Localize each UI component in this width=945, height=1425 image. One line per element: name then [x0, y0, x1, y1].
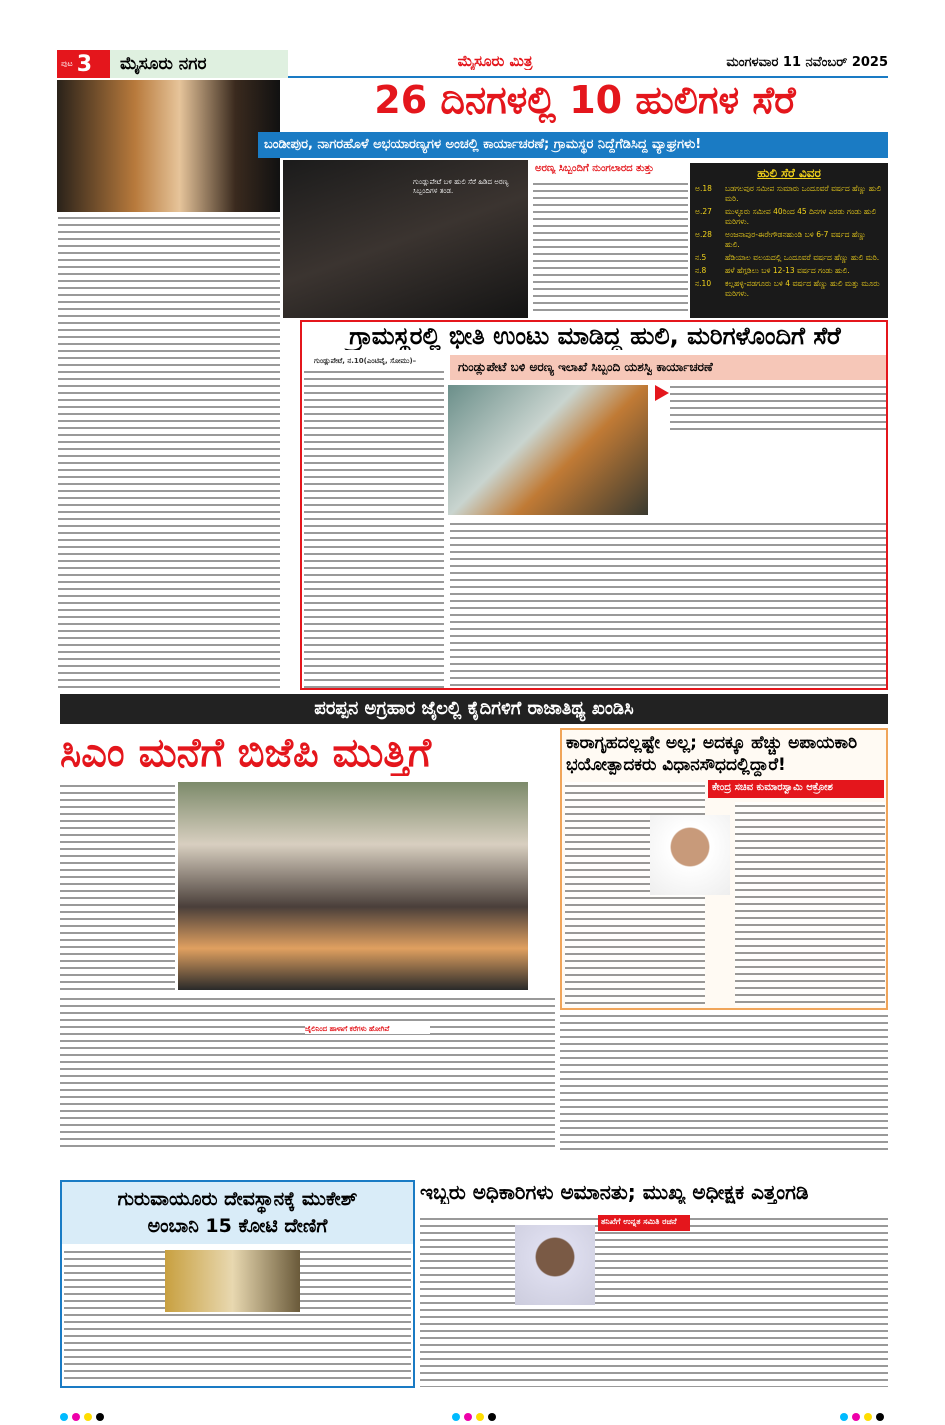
bottom-middle-text — [560, 1012, 888, 1150]
capture-date: ಅ.18 — [695, 184, 712, 193]
headline-tigers: 26 ದಿನಗಳಲ್ಲಿ 10 ಹುಲಿಗಳ ಸೆರೆ — [374, 78, 796, 122]
forest-staff-group-photo — [283, 160, 528, 318]
box-title: ಹುಲಿ ಸೆರೆ ವಿವರ — [757, 166, 821, 180]
story1-banner: ಬಂಡೀಪುರ, ನಾಗರಹೊಳೆ ಅಭಯಾರಣ್ಯಗಳ ಅಂಚಲ್ಲಿ ಕಾರ್ಯಾಚರಣೆ; ಗ್ರಾಮಸ್ಥರ ನಿದ್ದೆಗೆಡಿಸಿದ್ದ ವ್ಯಾಘ್ರಗಳು! — [258, 132, 888, 158]
capture-date: ಅ.28 — [695, 230, 712, 239]
tiger-photo — [57, 80, 280, 212]
print-registration-dots-right — [840, 1406, 888, 1425]
capture-text: ಅಂಜನಾಪುರ-ಈರೇಗೌಡನಹುಂಡಿ ಬಳಿ 6-7 ವರ್ಷದ ಹೆಣ್ಣು ಹುಲಿ. — [725, 230, 867, 249]
capture-detail-row — [695, 184, 883, 204]
side-story-text — [533, 180, 688, 316]
story2-dateline: ಗುಂಡ್ಲುಪೇಟೆ, ನ.10(ಎಂಟಿವೈ, ಸೋಮು)– — [314, 357, 417, 365]
capture-detail-row — [695, 230, 883, 250]
print-registration-dots-left — [60, 1406, 108, 1425]
capture-date: ನ.10 — [695, 279, 712, 288]
ambani-temple-photo — [165, 1250, 300, 1312]
story6-body — [420, 1215, 888, 1387]
arrow-icon — [655, 385, 669, 401]
story2-body-left — [304, 368, 444, 688]
page-label: ಪುಟ — [61, 59, 73, 68]
capture-date: ನ.8 — [695, 266, 707, 275]
tiger-cage-photo — [448, 385, 648, 515]
headline-terrorists-vidhana-soudha: ಕಾರಾಗೃಹದಲ್ಲಷ್ಟೇ ಅಲ್ಲ; ಅದಕ್ಕೂ ಹೆಚ್ಚು ಅಪಾಯಕಾರಿ ಭಯೋತ್ಪಾದಕರು ವಿಧಾನಸೌಧದಲ್ಲಿದ್ದಾರೆ! — [566, 733, 858, 775]
capture-date: ಅ.27 — [695, 207, 712, 216]
section-name: ಮೈಸೂರು ನಗರ — [110, 50, 288, 78]
story2-body-right — [450, 520, 886, 688]
headline-ambani-donation: ಗುರುವಾಯೂರು ದೇವಸ್ಥಾನಕ್ಕೆ ಮುಕೇಶ್ ಅಂಬಾನಿ 15 ಕೋಟಿ ದೇಣಿಗೆ — [62, 1182, 413, 1244]
photo-caption: ಗುಂಡ್ಲುಪೇಟೆ ಬಳಿ ಹುಲಿ ಸೆರೆ ಹಿಡಿದ ಅರಣ್ಯ ಸಿಬ್ಬಂದಿಗಳ ತಂಡ. — [413, 178, 509, 195]
story2-subheadline: ಗುಂಡ್ಲುಪೇಟೆ ಬಳಿ ಅರಣ್ಯ ಇಲಾಖೆ ಸಿಬ್ಬಂದಿ ಯಶಸ್ವಿ ಕಾರ್ಯಾಚರಣೆ — [450, 355, 886, 380]
kumaraswamy-portrait — [650, 815, 730, 895]
capture-text: ಬಡಗಲಪುರ ಸಮೀಪ ಸುಮಾರು ಒಂದೂವರೆ ವರ್ಷದ ಹೆಣ್ಣು ಹುಲಿ ಮರಿ. — [725, 184, 882, 203]
capture-detail-row — [695, 253, 883, 263]
capture-detail-row — [695, 266, 883, 276]
headline-village-tiger: ಗ್ರಾಮಸ್ಥರಲ್ಲಿ ಭೀತಿ ಉಂಟು ಮಾಡಿದ್ದ ಹುಲಿ, ಮರಿಗಳೊಂದಿಗೆ ಸೆರೆ — [349, 322, 841, 350]
headline-officers-suspended: ಇಬ್ಬರು ಅಧಿಕಾರಿಗಳು ಅಮಾನತು; ಮುಖ್ಯ ಅಧೀಕ್ಷಕ ಎತ್ತಂಗಡಿ — [420, 1180, 809, 1204]
capture-text: ಕಲ್ಲಹಳ್ಳಿ-ಪಡಗೂರು ಬಳಿ 4 ವರ್ಷದ ಹೆಣ್ಣು ಹುಲಿ ಮತ್ತು ಮೂರು ಮರಿಗಳು. — [725, 279, 880, 298]
issue-date: ಮಂಗಳವಾರ 11 ನವೆಂಬರ್ 2025 — [726, 55, 888, 70]
story3-body-bottom — [60, 995, 555, 1150]
story6-subheadline: ತನಿಖೆಗೆ ಉನ್ನತ ಸಮಿತಿ ರಚನೆ — [598, 1215, 690, 1231]
story3-subhead: ಜೈಲಿನಿಂದ ಹಾಳಾಗೆ ಕರೆಗಳು ಹೋಗಿವೆ — [305, 1025, 430, 1034]
jail-banner: ಪರಪ್ಪನ ಅಗ್ರಹಾರ ಜೈಲಲ್ಲಿ ಕೈದಿಗಳಿಗೆ ರಾಜಾತಿಥ್ಯ ಖಂಡಿಸಿ — [60, 694, 888, 724]
capture-detail-row — [695, 279, 883, 299]
capture-detail-row — [695, 207, 883, 227]
story1-body-text — [58, 214, 280, 688]
page-number: 3 — [76, 51, 93, 77]
story2-lead-text — [670, 383, 886, 433]
parameshwara-portrait — [515, 1225, 595, 1305]
side-heading: ಅರಣ್ಯ ಸಿಬ್ಬಂದಿಗೆ ನುಂಗಲಾರದ ತುತ್ತು — [535, 163, 654, 174]
story4-subheadline: ಕೇಂದ್ರ ಸಚಿವ ಕುಮಾರಸ್ವಾಮಿ ಆಕ್ರೋಶ — [708, 780, 884, 798]
protest-photo — [178, 782, 528, 990]
story3-body-left — [60, 782, 175, 992]
page-badge — [57, 50, 110, 78]
capture-text: ಹೆಡಿಯಾಲ ವಲಯದಲ್ಲಿ ಒಂದೂವರೆ ವರ್ಷದ ಹೆಣ್ಣು ಹುಲಿ ಮರಿ. — [725, 253, 880, 262]
print-registration-dots-middle — [452, 1406, 500, 1425]
capture-text: ಮುಳ್ಳೂರು ಸಮೀಪ 40ರಿಂದ 45 ದಿನಗಳ ಎರಡು ಗಂಡು ಹುಲಿ ಮರಿಗಳು. — [725, 207, 877, 226]
headline-bjp-protest: ಸಿಎಂ ಮನೆಗೆ ಬಿಜೆಪಿ ಮುತ್ತಿಗೆ — [60, 730, 432, 776]
capture-text: ಹಳೆ ಹೆಗ್ಗಡಿಲು ಬಳಿ 12-13 ವರ್ಷದ ಗಂಡು ಹುಲಿ. — [725, 266, 850, 275]
capture-date: ನ.5 — [695, 253, 707, 262]
masthead: ಮೈಸೂರು ಮಿತ್ರ — [457, 52, 533, 70]
tiger-capture-details-box — [690, 163, 888, 318]
story4-body-right — [735, 802, 885, 1006]
